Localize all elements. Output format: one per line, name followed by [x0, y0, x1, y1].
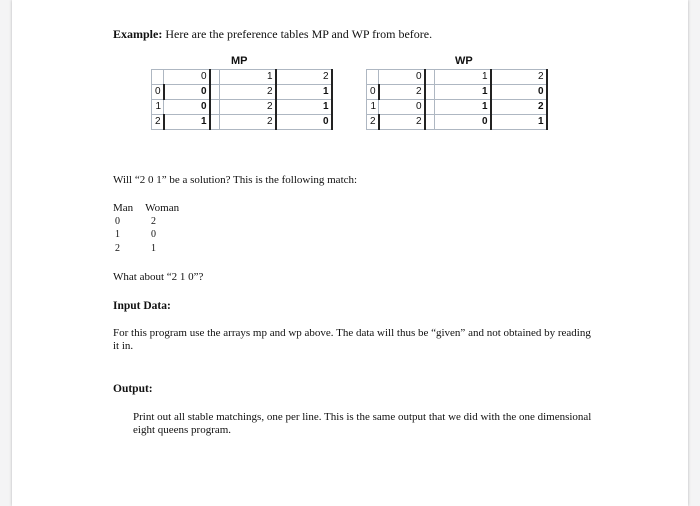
mp-row-index: 2	[152, 115, 164, 130]
mp-cell: 1	[276, 85, 332, 100]
solution-question: Will “2 0 1” be a solution? This is the following match:	[113, 174, 358, 186]
wp-cell: 0	[491, 85, 547, 100]
match-man-value: 2	[115, 243, 120, 254]
mp-cell: 2	[220, 115, 276, 130]
input-data-text: For this program use the arrays mp and wp above. The data will thus be “given” and not obtained by reading it in.	[113, 327, 591, 352]
mp-cell: 1	[164, 115, 210, 130]
mp-header-cell: 0	[164, 70, 210, 85]
mp-row	[152, 100, 332, 115]
match-woman-value: 2	[151, 216, 156, 227]
mp-header-row	[152, 70, 332, 85]
mp-header-cell: 1	[220, 70, 276, 85]
wp-header-cell: 2	[491, 70, 547, 85]
mp-cell: 0	[276, 115, 332, 130]
match-man-value: 1	[115, 229, 120, 240]
mp-row	[152, 115, 332, 130]
wp-cell: 1	[491, 115, 547, 130]
document-page	[12, 0, 688, 506]
example-intro	[113, 27, 432, 42]
mp-table	[151, 69, 333, 130]
mp-cell: 0	[164, 100, 210, 115]
wp-cell: 1	[435, 85, 491, 100]
mp-row	[152, 85, 332, 100]
mp-header-cell: 2	[276, 70, 332, 85]
mp-cell: 2	[220, 85, 276, 100]
wp-table	[366, 69, 548, 130]
wp-row-index: 2	[367, 115, 379, 130]
wp-cell: 2	[379, 115, 425, 130]
output-heading: Output:	[113, 383, 153, 395]
wp-cell: 2	[491, 100, 547, 115]
woman-column-label: Woman	[145, 202, 180, 214]
wp-row-index: 1	[367, 100, 379, 115]
wp-row-index: 0	[367, 85, 379, 100]
match-woman-value: 1	[151, 243, 156, 254]
wp-cell: 0	[435, 115, 491, 130]
wp-table-title: WP	[455, 55, 473, 67]
example-text: Here are the preference tables MP and WP from before.	[162, 27, 433, 41]
wp-row	[367, 100, 547, 115]
mp-cell: 2	[220, 100, 276, 115]
match-header	[113, 202, 179, 214]
example-label: Example:	[113, 27, 163, 41]
wp-row	[367, 115, 547, 130]
wp-header-row	[367, 70, 547, 85]
mp-row-index: 0	[152, 85, 164, 100]
wp-header-cell: 1	[435, 70, 491, 85]
match-woman-value: 0	[151, 229, 156, 240]
wp-cell: 2	[379, 85, 425, 100]
what-about-question: What about “2 1 0”?	[113, 271, 204, 283]
match-man-value: 0	[115, 216, 120, 227]
wp-header-cell: 0	[379, 70, 425, 85]
mp-cell: 1	[276, 100, 332, 115]
man-column-label: Man	[113, 202, 134, 214]
mp-table-title: MP	[231, 55, 248, 67]
output-text: Print out all stable matchings, one per line. This is the same output that we did with the one dimensional eight queens program.	[133, 411, 592, 436]
wp-cell: 0	[379, 100, 425, 115]
wp-cell: 1	[435, 100, 491, 115]
mp-cell: 0	[164, 85, 210, 100]
input-data-heading: Input Data:	[113, 300, 171, 312]
mp-row-index: 1	[152, 100, 164, 115]
wp-row	[367, 85, 547, 100]
